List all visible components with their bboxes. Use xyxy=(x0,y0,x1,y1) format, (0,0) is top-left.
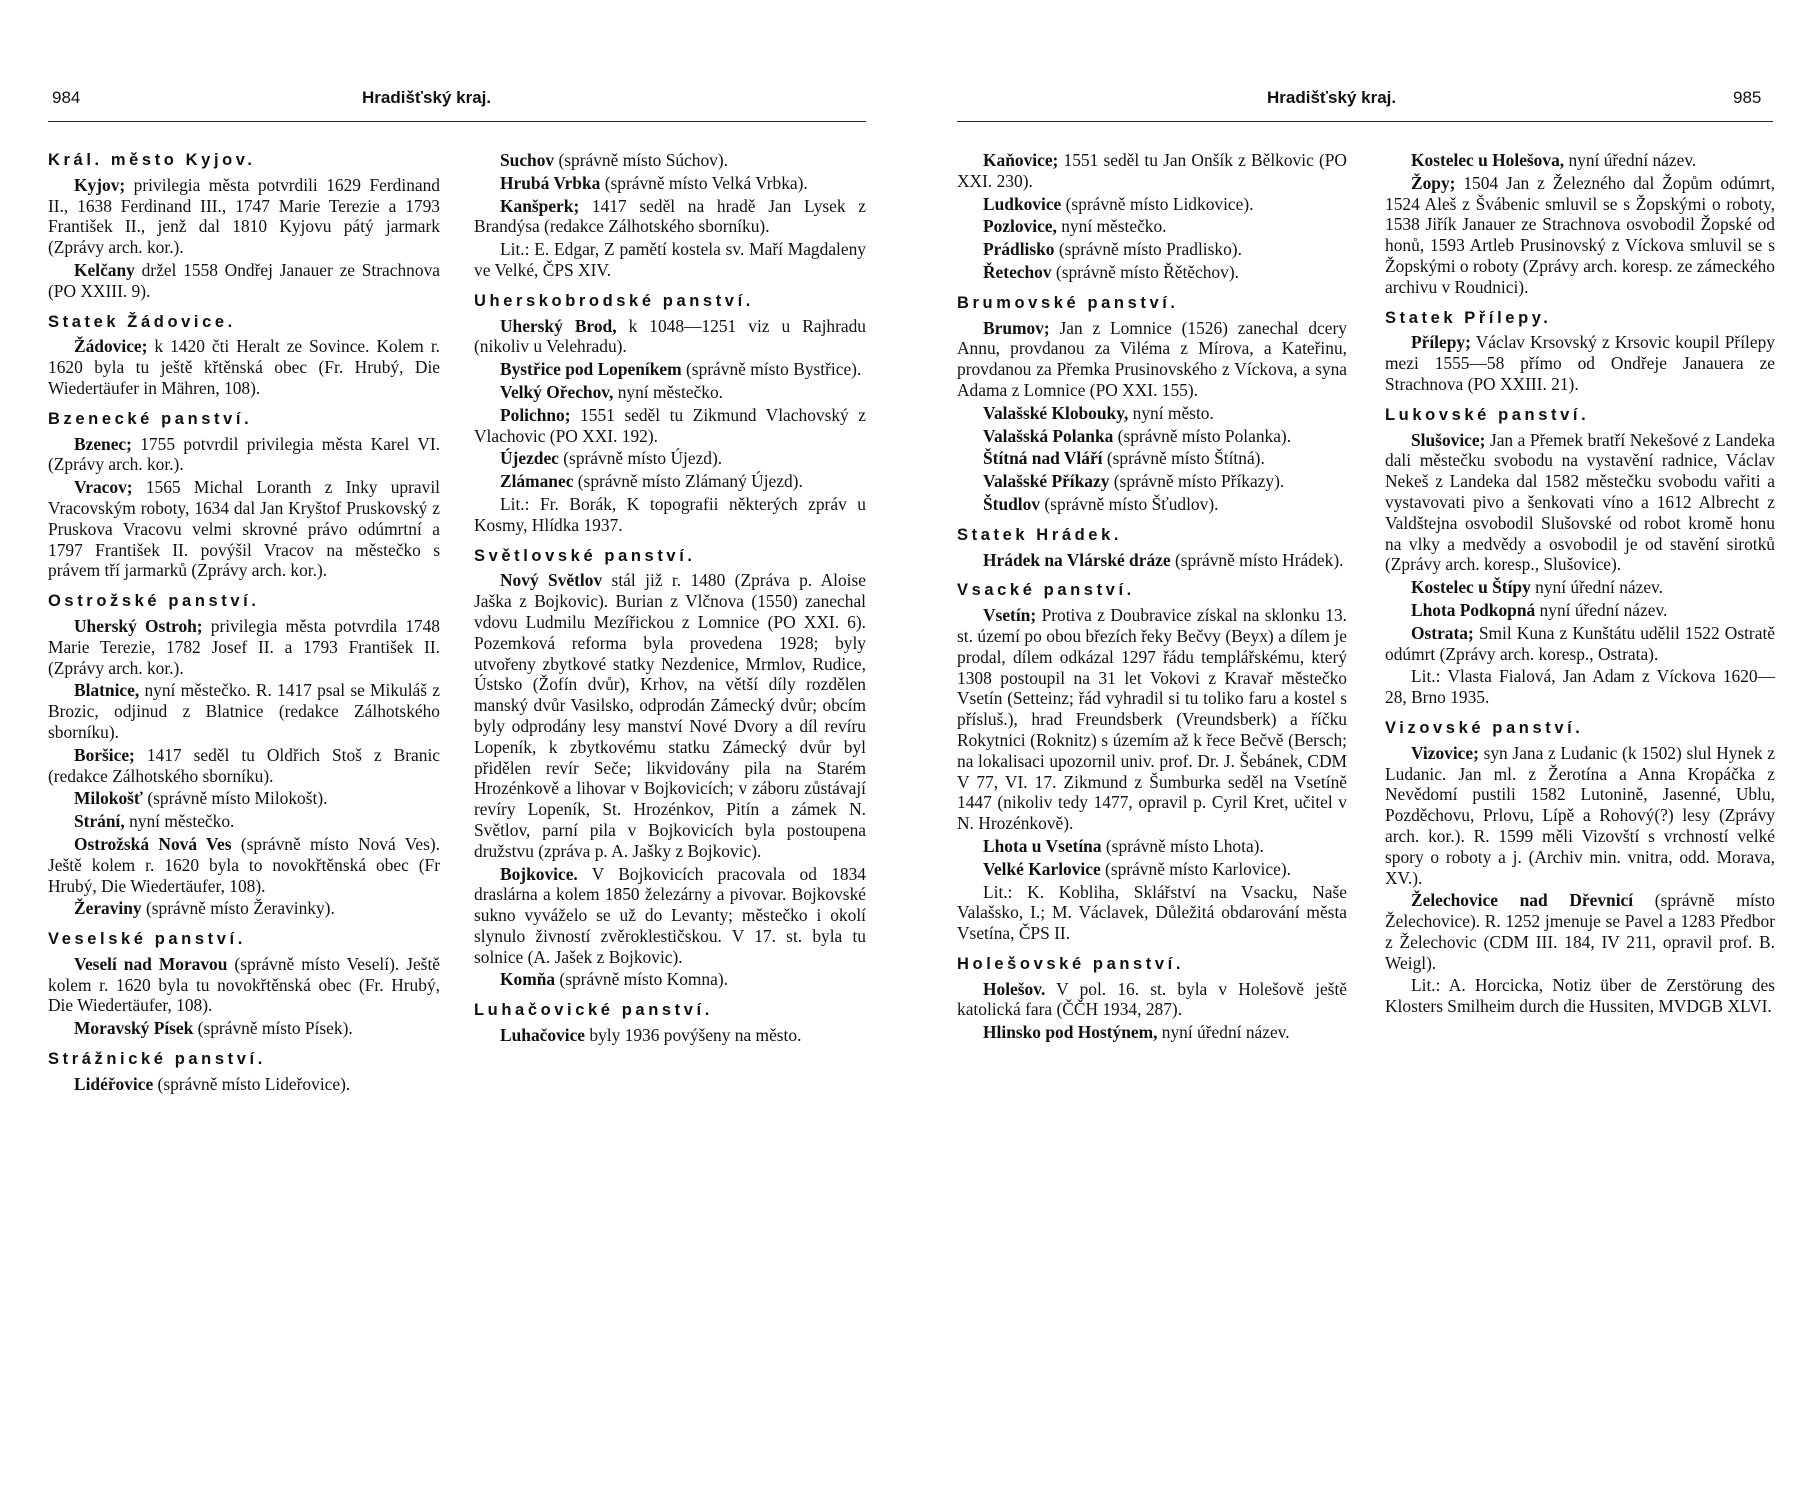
entry-paragraph xyxy=(957,239,1347,260)
entry-headword: Lhota Podkopná xyxy=(1411,599,1536,620)
entry-paragraph xyxy=(474,405,866,447)
entry-paragraph xyxy=(957,836,1347,857)
entry-headword: Nový Světlov xyxy=(500,570,603,591)
section-heading: Vsacké panství. xyxy=(957,581,1135,600)
entry-text: 1565 Michal Loranth z Inky upravil Vracovským roboty, 1634 dal Jan Kryštof Pruskovský z Pruskova Vracovu velmi skrovné právo odúmrtní a 1797 František II. povýšil Vracov na městečko s právem tří jarmarků (Zprávy arch. kor.). xyxy=(48,477,440,581)
entry-text: stál již r. 1480 (Zpráva p. Aloise Jaška z Bojkovic). Burian z Vlčnova (1550) zanechal vdovu Ludmilu Mezířickou z Lomnice (PO XXI. 6). Pozemková reforma byla provedena 1928; byly utvořeny zbytkové statky Nezdenice, Mrmlov, Rudice, Ústsko (Žofín dvůr), Krhov, na větší díly rozdělen manský dvůr Vasilsko, odprodán Zámecký dvůr; obcím byly odprodány lesy manství Nové Dvory a díl revíru Lopeník, k zbytkovému statku Zámecký dvůr byl přidělen revír Seče; likvidovány pila na Starém Hrozénkově a lihovar v Bojkovicích; v záboru zůstávají revíry Lopeník, St. Hrozénkov, Pitín a zámek N. Světlov, parní pila v Bojkovicích byla postoupena družstvu (zpráva p. A. Jašky z Bojkovic). xyxy=(474,570,866,861)
section-heading: Lukovské panství. xyxy=(1385,405,1590,424)
entry-paragraph xyxy=(474,864,866,968)
entry-paragraph xyxy=(48,745,440,787)
right-page xyxy=(905,0,1810,1500)
entry-text: nyní úřední název. xyxy=(1530,577,1663,598)
entry-text: syn Jana z Ludanic (k 1502) slul Hynek z Ludanic. Jan ml. z Žerotína a Anna Kropáčka z Nevědomí pustili 1582 Lutonině, Jasenné, Ublu, Pozděchovu, Prlovu, Lípě a Rohový(?) lesy (Zprávy arch. kor.). R. 1599 měli Vizovští s vrchností velké spory o roboty a j. (Archiv min. vnitra, odd. Morava, XV.). xyxy=(1385,742,1775,888)
entry-paragraph xyxy=(1385,577,1775,598)
entry-text: nyní úřední název. xyxy=(1535,599,1668,620)
entry-text: 1755 potvrdil privilegia města Karel VI. (Zprávy arch. kor.). xyxy=(48,433,440,475)
section-heading: Statek Přílepy. xyxy=(1385,308,1552,327)
entry-paragraph xyxy=(474,359,866,380)
header-rule xyxy=(48,121,866,122)
entry-paragraph xyxy=(474,150,866,171)
text-column xyxy=(957,150,1347,1045)
entry-headword: Kanšperk; xyxy=(500,195,580,216)
entry-headword: Velký Ořechov, xyxy=(500,381,614,402)
section-heading: Strážnické panství. xyxy=(48,1050,266,1069)
entry-paragraph xyxy=(957,605,1347,834)
entry-paragraph xyxy=(1385,332,1775,394)
entry-headword: Žeraviny xyxy=(74,898,142,919)
entry-headword: Študlov xyxy=(983,493,1041,514)
section-heading: Statek Hrádek. xyxy=(957,525,1123,544)
entry-paragraph xyxy=(48,788,440,809)
entry-headword: Prádlisko xyxy=(983,239,1055,260)
entry-headword: Valašská Polanka xyxy=(983,425,1114,446)
entry-paragraph xyxy=(957,216,1347,237)
section-heading: Brumovské panství. xyxy=(957,293,1179,312)
entry-text: (správně místo Újezd). xyxy=(558,448,723,469)
entry-text: (správně místo Želechovice). R. 1252 jmenuje se Pavel a 1283 Předbor z Želechovic (CDM III. 184, IV 211, opravil prof. B. Weigl). xyxy=(1385,890,1775,973)
entry-headword: Suchov xyxy=(500,150,555,170)
entry-text: (správně místo Lhota). xyxy=(1101,835,1264,856)
section-heading: Král. město Kyjov. xyxy=(48,151,256,169)
entry-headword: Valašské Příkazy xyxy=(983,471,1110,492)
entry-text: nyní úřední název. xyxy=(1564,150,1697,170)
entry-text: k 1420 čti Heralt ze Sovince. Kolem r. 1620 byla tu ještě křtěnská obec (Fr. Hrubý, Die Wiedertäufer in Mähren, 108). xyxy=(48,336,440,398)
entry-headword: Uherský Ostroh; xyxy=(74,615,203,636)
entry-headword: Blatnice, xyxy=(74,680,140,701)
entry-paragraph xyxy=(957,859,1347,880)
entry-paragraph xyxy=(957,882,1347,944)
entry-headword: Holešov. xyxy=(983,978,1046,999)
entry-text: nyní úřední název. xyxy=(1157,1022,1290,1043)
text-column xyxy=(1385,150,1775,1019)
entry-paragraph xyxy=(957,426,1347,447)
entry-text: Lit.: K. Kobliha, Sklářství na Vsacku, Naše Valašsko, I.; M. Václavek, Důležitá obdarování města Vsetína, ČPS II. xyxy=(957,881,1347,944)
page-number: 985 xyxy=(1733,88,1762,107)
entry-paragraph xyxy=(957,403,1347,424)
running-head: Hradišťský kraj. xyxy=(1267,88,1397,107)
entry-headword: Žopy; xyxy=(1411,172,1456,193)
entry-paragraph xyxy=(48,680,440,742)
entry-text: V pol. 16. st. byla v Holešově ještě katolická fara (ČČH 1934, 287). xyxy=(957,978,1347,1020)
entry-text: (správně místo Písek). xyxy=(193,1018,353,1039)
entry-headword: Hrádek na Vlárské dráze xyxy=(983,549,1171,570)
entry-text: (správně místo Řětěchov). xyxy=(1051,261,1239,282)
entry-text: (správně místo Lidkovice). xyxy=(1061,193,1254,214)
entry-paragraph xyxy=(957,979,1347,1021)
section-heading: Holešovské panství. xyxy=(957,954,1185,973)
entry-text: držel 1558 Ondřej Janauer ze Strachnova (PO XXIII. 9). xyxy=(48,259,440,301)
entry-text: (správně místo Veselí). Ještě kolem r. 1620 byla tu novokřtěnská obec (Fr. Hrubý, Die Wiedertäufer, 108). xyxy=(48,953,440,1016)
entry-text: byly 1936 povýšeny na město. xyxy=(585,1025,802,1046)
entry-paragraph xyxy=(48,811,440,832)
section-heading: Luhačovické panství. xyxy=(474,1001,713,1020)
entry-text: (správně místo Štítná). xyxy=(1102,448,1265,469)
entry-paragraph xyxy=(474,173,866,194)
entry-paragraph xyxy=(1385,743,1775,889)
entry-headword: Vsetín; xyxy=(983,605,1037,626)
entry-headword: Komňa xyxy=(500,969,556,990)
entry-headword: Kaňovice; xyxy=(983,150,1059,170)
entry-headword: Řetechov xyxy=(983,261,1052,282)
entry-text: (správně místo Komna). xyxy=(555,969,728,990)
entry-paragraph xyxy=(1385,600,1775,621)
header-rule xyxy=(957,121,1773,122)
entry-headword: Vracov; xyxy=(74,477,133,498)
section-heading: Světlovské panství. xyxy=(474,546,696,565)
entry-headword: Lidéřovice xyxy=(74,1073,154,1094)
entry-text: (správně místo Zlámaný Újezd). xyxy=(573,471,803,492)
entry-headword: Valašské Klobouky, xyxy=(983,402,1129,423)
entry-headword: Slušovice; xyxy=(1411,429,1486,450)
entry-paragraph xyxy=(474,448,866,469)
entry-text: Lit.: A. Horcicka, Notiz über de Zerstörung des Klosters Smilheim durch die Hussiten, MVDGB XLVI. xyxy=(1385,975,1775,1017)
entry-paragraph xyxy=(48,1018,440,1039)
entry-text: k 1048—1251 viz u Rajhradu (nikoliv u Velehradu). xyxy=(474,315,866,357)
entry-headword: Milokošť xyxy=(74,788,143,809)
entry-paragraph xyxy=(474,239,866,281)
entry-text: Lit.: Fr. Borák, K topografii některých zpráv u Kosmy, Hlídka 1937. xyxy=(474,493,866,535)
entry-headword: Moravský Písek xyxy=(74,1018,194,1039)
entry-text: (správně místo Hrádek). xyxy=(1170,549,1344,570)
entry-paragraph xyxy=(957,1022,1347,1043)
entry-headword: Bojkovice. xyxy=(500,863,578,884)
entry-text: Smil Kuna z Kunštátu udělil 1522 Ostratě odúmrt (Zprávy arch. koresp., Ostrata). xyxy=(1385,622,1775,664)
entry-paragraph xyxy=(957,318,1347,401)
section-heading: Bzenecké panství. xyxy=(48,409,253,428)
entry-paragraph xyxy=(474,316,866,358)
page-number: 984 xyxy=(52,88,81,107)
entry-text: nyní městečko. xyxy=(613,381,724,402)
entry-paragraph xyxy=(48,434,440,476)
entry-headword: Zlámanec xyxy=(500,471,574,492)
entry-paragraph xyxy=(1385,430,1775,576)
entry-text: 1417 seděl na hradě Jan Lysek z Brandýsa (redakce Zálhotského sborníku). xyxy=(474,195,866,237)
section-heading: Vizovské panství. xyxy=(1385,718,1584,737)
entry-headword: Bzenec; xyxy=(74,433,132,454)
entry-paragraph xyxy=(957,150,1347,192)
entry-headword: Brumov; xyxy=(983,317,1050,338)
entry-paragraph xyxy=(1385,150,1775,171)
entry-paragraph xyxy=(474,494,866,536)
entry-text: Jan z Lomnice (1526) zanechal dcery Annu, provdanou za Viléma z Mírova, a Kateřinu, provdanou za Přemka Prusinovského z Víckova, a syna Adama z Lomnice (PO XXI. 155). xyxy=(957,317,1347,400)
entry-paragraph xyxy=(48,954,440,1016)
entry-headword: Hlinsko pod Hostýnem, xyxy=(983,1022,1158,1043)
entry-paragraph xyxy=(48,898,440,919)
entry-paragraph xyxy=(48,477,440,581)
entry-paragraph xyxy=(48,260,440,302)
entry-headword: Polichno; xyxy=(500,404,571,425)
entry-text: (správně místo Súchov). xyxy=(554,150,729,170)
text-column xyxy=(474,150,866,1048)
entry-headword: Přílepy; xyxy=(1411,332,1471,353)
entry-text: (správně místo Bystřice). xyxy=(681,359,862,380)
entry-headword: Uherský Brod, xyxy=(500,315,617,336)
text-column xyxy=(48,150,440,1097)
entry-text: (správně místo Příkazy). xyxy=(1109,471,1285,492)
entry-text: 1551 seděl tu Jan Onšík z Bělkovic (PO XXI. 230). xyxy=(957,150,1347,191)
entry-headword: Lhota u Vsetína xyxy=(983,835,1102,856)
entry-text: 1417 seděl tu Oldřich Stoš z Branic (redakce Zálhotského sborníku). xyxy=(48,744,440,786)
entry-headword: Ostrožská Nová Ves xyxy=(74,833,232,854)
entry-text: 1504 Jan z Železného dal Žopům odúmrt, 1524 Aleš z Švábenic smluvil se s Žopskými o roboty, 1538 Jiřík Janauer ze Strachnova osvobodil Žopské od honů, 1593 Artleb Prusinovský z Víckova smluvil se s Žopskými o roboty (Zprávy arch. koresp. ze zámeckého archivu v Roudnici). xyxy=(1385,172,1775,297)
entry-paragraph xyxy=(48,1074,440,1095)
entry-headword: Velké Karlovice xyxy=(983,858,1101,879)
entry-headword: Ludkovice xyxy=(983,193,1062,214)
entry-headword: Hrubá Vrbka xyxy=(500,172,601,193)
entry-text: (správně místo Polanka). xyxy=(1113,425,1292,446)
entry-paragraph xyxy=(1385,623,1775,665)
entry-text: (správně místo Žeravinky). xyxy=(141,898,335,919)
entry-paragraph xyxy=(957,550,1347,571)
entry-headword: Strání, xyxy=(74,811,125,832)
entry-paragraph xyxy=(474,471,866,492)
entry-headword: Veselí nad Moravou xyxy=(74,953,228,974)
entry-paragraph xyxy=(474,382,866,403)
entry-text: (správně místo Karlovice). xyxy=(1100,858,1291,879)
entry-headword: Žádovice; xyxy=(74,336,148,357)
entry-headword: Štítná nad Vláří xyxy=(983,448,1103,469)
entry-paragraph xyxy=(957,194,1347,215)
entry-paragraph xyxy=(1385,890,1775,973)
entry-paragraph xyxy=(48,175,440,258)
entry-text: Lit.: Vlasta Fialová, Jan Adam z Víckova 1620—28, Brno 1935. xyxy=(1385,666,1775,708)
entry-text: Jan a Přemek bratří Nekešové z Landeka dali městečku svobodu na vystavění radnice, Václav Nekeš z Landeka dal 1582 městečku svobodu vařiti a vystavovati pivo a šenkovati víno a 1612 Albrecht z Valdštejna osvobodil Slušovské od robot kromě honu na vlky a medvědy a osvobodil je od stavění sirotků (Zprávy arch. koresp., Slušovice). xyxy=(1385,429,1775,575)
entry-text: nyní městečko. xyxy=(1056,216,1167,237)
entry-text: (správně místo Velká Vrbka). xyxy=(600,172,808,193)
entry-text: (správně místo Pradlisko). xyxy=(1054,239,1242,260)
entry-text: (správně místo Šťudlov). xyxy=(1040,493,1219,514)
entry-text: 1551 seděl tu Zikmund Vlachovský z Vlachovic (PO XXI. 192). xyxy=(474,404,866,446)
entry-headword: Újezdec xyxy=(500,448,559,469)
entry-headword: Kostelec u Holešova, xyxy=(1411,150,1565,170)
entry-text: (správně místo Nová Ves). Ještě kolem r. 1620 byla to novokřtěnská obec (Fr Hrubý, Die Wiedertäufer, 108). xyxy=(48,833,440,896)
section-heading: Statek Žádovice. xyxy=(48,312,236,331)
section-heading: Ostrožské panství. xyxy=(48,592,260,611)
entry-paragraph xyxy=(48,616,440,678)
entry-text: privilegia města potvrdili 1629 Ferdinand II., 1638 Ferdinand III., 1747 Marie Terezie a 1793 František II., jenž dal 1810 Kyjovu pátý jarmark (Zprávy arch. kor.). xyxy=(48,174,440,258)
entry-text: (správně místo Lideřovice). xyxy=(153,1073,351,1094)
entry-paragraph xyxy=(957,471,1347,492)
entry-text: Protiva z Doubravice získal na sklonku 13. st. území po obou březích řeky Bečvy (Beyx) a dílem je prodal, dílem odkázal 1297 řádu templářskému, který 1308 postoupil na 31 let Vokovi z Kravař městečko Vsetín (Setteinz; řád vyhradil si tu toliko faru a kostel s přísluš.), hrad Freundsberk (Vreundsberk) a říčku Rokytnici (Roknitz) s územím až k řece Bečvě (Bersch; na lokalisaci upozornil univ. prof. Dr. J. Šebánek, CDM V 77, VI. 17. Zikmund z Šumburka seděl na Vsetíně 1447 (nikoliv tedy 1477, opravil p. Cyril Kret, učitel v N. Hrozénkově). xyxy=(957,605,1347,834)
entry-headword: Boršice; xyxy=(74,744,135,765)
entry-paragraph xyxy=(1385,666,1775,708)
entry-headword: Kostelec u Štípy xyxy=(1411,577,1531,598)
entry-headword: Ostrata; xyxy=(1411,622,1474,643)
entry-headword: Vizovice; xyxy=(1411,742,1479,763)
entry-text: (správně místo Milokošt). xyxy=(142,788,328,809)
section-heading: Veselské panství. xyxy=(48,930,246,949)
entry-headword: Kyjov; xyxy=(74,174,126,195)
entry-text: nyní městečko. xyxy=(124,811,235,832)
entry-paragraph xyxy=(48,834,440,896)
entry-headword: Kelčany xyxy=(74,259,135,280)
entry-paragraph xyxy=(474,196,866,238)
entry-headword: Bystřice pod Lopeníkem xyxy=(500,359,682,380)
entry-paragraph xyxy=(1385,173,1775,298)
entry-headword: Pozlovice, xyxy=(983,216,1057,237)
entry-paragraph xyxy=(474,1025,866,1046)
entry-text: Václav Krsovský z Krsovic koupil Přílepy mezi 1555—58 přímo od Ondřeje Janauera ze Strachnova (PO XXIII. 21). xyxy=(1385,332,1775,394)
entry-text: nyní městečko. R. 1417 psal se Mikuláš z Brozic, odjinud z Blatnice (redakce Zálhotského sborníku). xyxy=(48,680,440,742)
entry-paragraph xyxy=(48,336,440,398)
entry-paragraph xyxy=(1385,975,1775,1017)
entry-text: V Bojkovicích pracovala od 1834 draslárna a kolem 1850 železárny a pivovar. Bojkovské sukno vyváželo se už do Levanty; městečko i okolí slynulo živností zvěroklestičskou. V 17. st. byla tu solnice (A. Jašek z Bojkovic). xyxy=(474,863,866,967)
entry-text: nyní město. xyxy=(1128,402,1214,423)
entry-paragraph xyxy=(957,262,1347,283)
entry-headword: Luhačovice xyxy=(500,1025,586,1046)
entry-text: Lit.: E. Edgar, Z pamětí kostela sv. Maří Magdaleny ve Velké, ČPS XIV. xyxy=(474,239,866,280)
entry-paragraph xyxy=(957,448,1347,469)
entry-headword: Želechovice nad Dřevnicí xyxy=(1411,890,1634,911)
entry-text: privilegia města potvrdila 1748 Marie Terezie, 1782 Josef II. a 1793 František II. (Zprávy arch. kor.). xyxy=(48,615,440,678)
entry-paragraph xyxy=(474,570,866,861)
entry-paragraph xyxy=(957,494,1347,515)
running-head: Hradišťský kraj. xyxy=(362,88,492,107)
entry-paragraph xyxy=(474,969,866,990)
section-heading: Uherskobrodské panství. xyxy=(474,291,754,310)
